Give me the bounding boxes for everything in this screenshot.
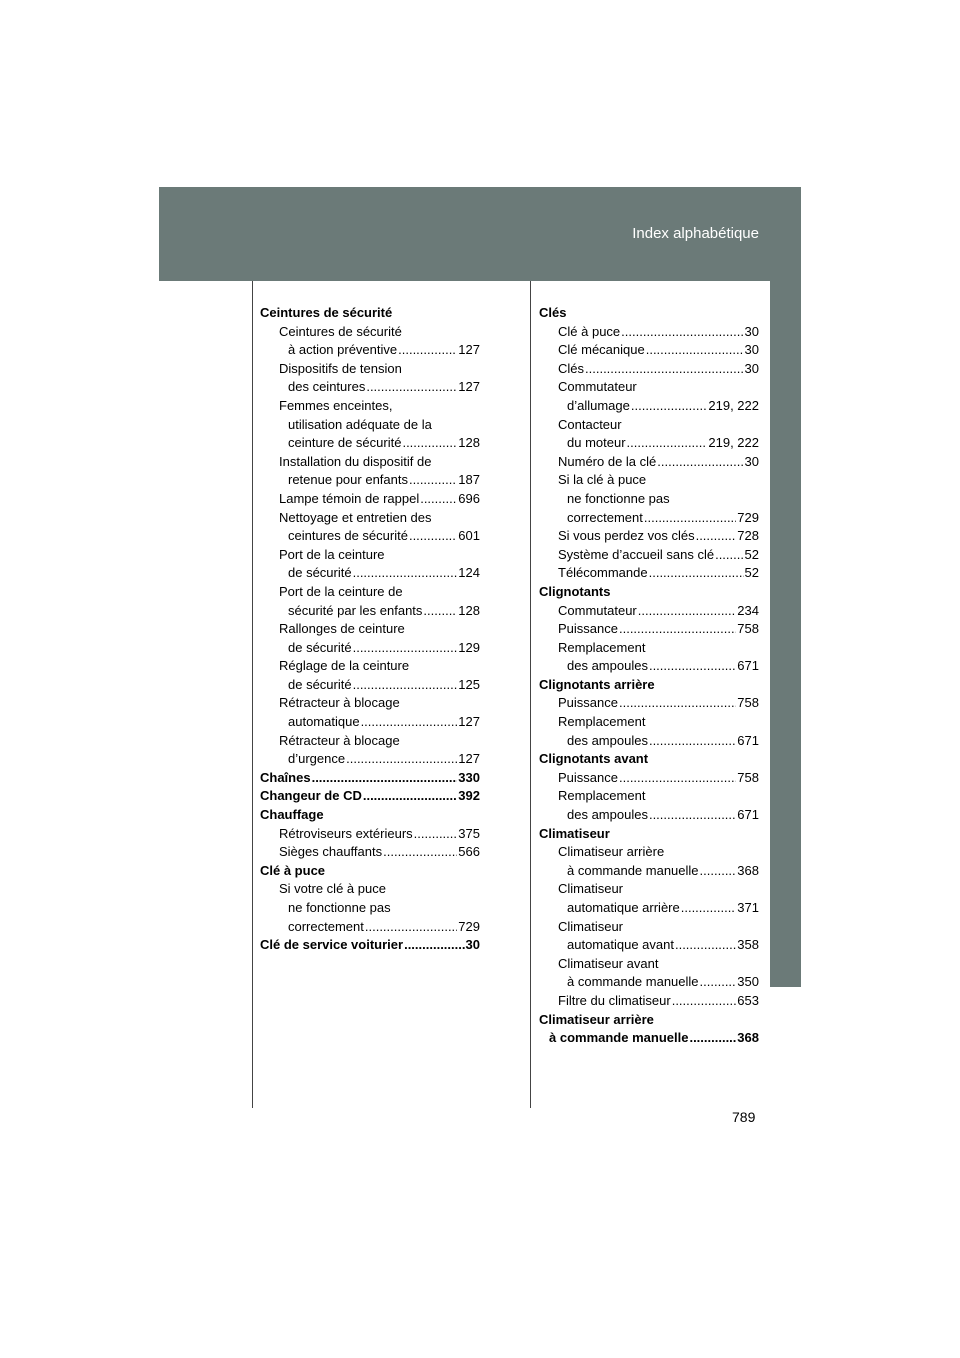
- index-entry-page: 219, 222: [708, 397, 759, 413]
- index-entry: [539, 787, 759, 806]
- index-entry-label: à commande manuelle: [549, 1030, 689, 1046]
- index-entry-page: 729: [737, 509, 759, 525]
- index-entry-page: 758: [737, 769, 759, 785]
- dot-leader: [700, 973, 737, 992]
- index-entry-label: Rétracteur à blocage: [279, 732, 400, 748]
- index-entry: [260, 732, 480, 751]
- dot-leader: [675, 936, 736, 955]
- index-entry-label: Commutateur: [558, 602, 637, 618]
- index-entry-page: 758: [737, 621, 759, 637]
- index-entry-label: Numéro de la clé: [558, 453, 657, 469]
- index-entry: [260, 378, 480, 397]
- index-entry-label: Remplacement: [558, 788, 646, 804]
- index-entry-label: sécurité par les enfants: [288, 602, 423, 618]
- index-entry-label: Clé de service voiturier: [260, 937, 404, 953]
- index-entry: [260, 602, 480, 621]
- index-entry-page: 350: [737, 974, 759, 990]
- index-entry-page: 129: [458, 639, 480, 655]
- index-entry: [539, 323, 759, 342]
- index-entry-label: Puissance: [558, 769, 618, 785]
- index-entry-page: 127: [458, 751, 480, 767]
- index-entry-label: Contacteur: [558, 416, 622, 432]
- page-number: 789: [732, 1109, 756, 1125]
- index-entry: [539, 676, 759, 695]
- index-entry: [539, 825, 759, 844]
- index-entry: [260, 397, 480, 416]
- index-entry-label: Ceintures de sécurité: [279, 323, 402, 339]
- index-entry: [539, 360, 759, 379]
- dot-leader: [649, 564, 744, 583]
- index-entry: [539, 304, 759, 323]
- dot-leader: [696, 527, 737, 546]
- index-entry: [539, 1029, 759, 1048]
- index-entry-label: Clignotants: [539, 583, 611, 599]
- page-title: Index alphabétique: [632, 225, 759, 242]
- index-entry: [539, 992, 759, 1011]
- index-entry-page: 671: [737, 807, 759, 823]
- index-entry-label: Rétroviseurs extérieurs: [279, 825, 413, 841]
- index-entry-page: 392: [458, 788, 480, 804]
- index-entry-label: Installation du dispositif de: [279, 453, 432, 469]
- dot-leader: [363, 787, 457, 806]
- index-entry-page: 127: [458, 379, 480, 395]
- index-entry-page: 671: [737, 658, 759, 674]
- dot-leader: [672, 992, 737, 1011]
- index-entry-label: Remplacement: [558, 714, 646, 730]
- index-entry: [260, 620, 480, 639]
- dot-leader: [346, 750, 457, 769]
- index-entry: [260, 769, 480, 788]
- dot-leader: [619, 769, 736, 788]
- index-entry-label: Puissance: [558, 621, 618, 637]
- dot-leader: [423, 602, 457, 621]
- index-entry-label: d’allumage: [567, 397, 630, 413]
- index-entry-label: Climatiseur: [558, 918, 624, 934]
- dot-leader: [657, 453, 743, 472]
- index-entry: [539, 471, 759, 490]
- index-entry-label: des ampoules: [567, 732, 648, 748]
- index-entry-label: Télécommande: [558, 565, 648, 581]
- index-entry: [260, 936, 480, 955]
- index-entry-label: des ceintures: [288, 379, 366, 395]
- index-entry: [260, 806, 480, 825]
- index-entry-page: 52: [744, 546, 759, 562]
- index-entry-label: de sécurité: [288, 676, 352, 692]
- column-divider-middle: [530, 281, 531, 1108]
- index-entry-label: Climatiseur arrière: [558, 844, 665, 860]
- index-entry-label: correctement: [567, 509, 643, 525]
- index-entry: [260, 862, 480, 881]
- index-entry-label: ceintures de sécurité: [288, 528, 408, 544]
- dot-leader: [700, 862, 737, 881]
- index-entry: [539, 880, 759, 899]
- index-entry-label: ne fonctionne pas: [567, 490, 670, 506]
- dot-leader: [649, 806, 736, 825]
- index-entry: [539, 602, 759, 621]
- index-entry: [260, 880, 480, 899]
- index-entry-label: Changeur de CD: [260, 788, 362, 804]
- index-entry-page: 566: [458, 844, 480, 860]
- index-entry-page: 368: [737, 862, 759, 878]
- index-entry-page: 358: [737, 937, 759, 953]
- index-entry: [539, 973, 759, 992]
- index-entry-label: Nettoyage et entretien des: [279, 509, 432, 525]
- index-entry-page: 330: [458, 769, 480, 785]
- index-entry-label: Remplacement: [558, 639, 646, 655]
- index-entry: [539, 583, 759, 602]
- column-divider-left: [252, 281, 253, 1108]
- index-entry-page: 371: [737, 900, 759, 915]
- dot-leader: [649, 732, 736, 751]
- index-entry-label: de sécurité: [288, 565, 352, 581]
- index-entry-label: Si vous perdez vos clés: [558, 528, 695, 544]
- dot-leader: [312, 769, 458, 788]
- dot-leader: [619, 694, 736, 713]
- dot-leader: [631, 397, 708, 416]
- dot-leader: [409, 527, 457, 546]
- dot-leader: [366, 378, 457, 397]
- index-entry: [539, 955, 759, 974]
- index-entry-label: des ampoules: [567, 807, 648, 823]
- index-entry: [539, 1011, 759, 1030]
- index-entry: [539, 657, 759, 676]
- index-entry: [260, 453, 480, 472]
- index-entry-label: Ceintures de sécurité: [260, 305, 393, 320]
- dot-leader: [353, 564, 458, 583]
- index-entry: [260, 490, 480, 509]
- index-entry-label: à commande manuelle: [567, 974, 699, 990]
- index-entry: [539, 639, 759, 658]
- index-entry: [539, 936, 759, 955]
- index-entry-page: 234: [737, 602, 759, 618]
- index-entry: [539, 434, 759, 453]
- index-entry: [539, 806, 759, 825]
- index-entry: [539, 509, 759, 528]
- index-entry-page: 375: [458, 825, 480, 841]
- index-entry: [539, 620, 759, 639]
- index-entry: [260, 509, 480, 528]
- dot-leader: [649, 657, 736, 676]
- index-entry: [260, 416, 480, 435]
- index-entry-page: 30: [744, 360, 759, 376]
- dot-leader: [353, 676, 458, 695]
- index-entry: [539, 416, 759, 435]
- dot-leader: [361, 713, 458, 732]
- index-entry-page: 30: [465, 937, 480, 953]
- index-entry: [539, 899, 759, 918]
- index-entry-label: ceinture de sécurité: [288, 435, 402, 451]
- index-entry: [260, 471, 480, 490]
- index-entry: [539, 378, 759, 397]
- index-entry: [260, 825, 480, 844]
- index-entry: [260, 341, 480, 360]
- index-entry: [539, 862, 759, 881]
- index-entry-label: utilisation adéquate de la: [288, 416, 432, 432]
- index-entry: [539, 732, 759, 751]
- index-entry-page: 729: [458, 918, 480, 934]
- dot-leader: [627, 434, 708, 453]
- index-entry: [260, 546, 480, 565]
- index-entry-label: Clignotants avant: [539, 751, 649, 767]
- index-entry: [260, 323, 480, 342]
- index-entry-page: 187: [458, 472, 480, 488]
- header-band: [159, 187, 801, 281]
- dot-leader: [353, 639, 458, 658]
- index-entry-label: Climatiseur arrière: [539, 1011, 654, 1027]
- section-tab: [770, 281, 801, 987]
- index-entry-label: Clés: [558, 360, 585, 376]
- index-entry: [260, 713, 480, 732]
- index-entry-label: d’urgence: [288, 751, 346, 767]
- index-entry-label: à commande manuelle: [567, 862, 699, 878]
- index-entry-page: 127: [458, 342, 480, 358]
- index-entry-page: 601: [458, 528, 480, 544]
- index-entry-label: Chauffage: [260, 807, 324, 823]
- index-entry: [260, 304, 480, 323]
- index-column-left: [260, 304, 480, 955]
- index-column-right: [539, 304, 759, 1048]
- index-entry-label: des ampoules: [567, 658, 648, 674]
- index-entry-label: retenue pour enfants: [288, 472, 408, 488]
- index-entry: [260, 899, 480, 918]
- index-entry: [260, 527, 480, 546]
- index-entry-label: Réglage de la ceinture: [279, 658, 410, 674]
- index-entry: [260, 750, 480, 769]
- index-entry-page: 368: [737, 1030, 759, 1046]
- index-entry-label: Clés: [539, 305, 567, 320]
- index-entry: [260, 676, 480, 695]
- dot-leader: [689, 1029, 736, 1048]
- index-entry-page: 696: [458, 490, 480, 506]
- dot-leader: [646, 341, 744, 360]
- index-entry-page: 128: [458, 435, 480, 451]
- dot-leader: [420, 490, 457, 509]
- index-entry-label: Clignotants arrière: [539, 676, 655, 692]
- index-entry: [260, 787, 480, 806]
- dot-leader: [402, 434, 457, 453]
- index-entry-label: automatique arrière: [567, 900, 680, 915]
- index-entry: [260, 918, 480, 937]
- dot-leader: [404, 936, 464, 955]
- index-entry-label: Port de la ceinture de: [279, 583, 403, 599]
- index-entry-label: Rétracteur à blocage: [279, 695, 400, 711]
- index-entry-label: Climatiseur: [539, 825, 610, 841]
- index-entry-label: Sièges chauffants: [279, 844, 383, 860]
- index-entry-label: Femmes enceintes,: [279, 397, 393, 413]
- index-entry-label: à action préventive: [288, 342, 398, 358]
- index-entry-label: Si votre clé à puce: [279, 881, 386, 897]
- index-entry: [260, 843, 480, 862]
- index-entry-label: automatique: [288, 714, 360, 730]
- index-entry-label: Climatiseur avant: [558, 955, 659, 971]
- index-entry: [539, 918, 759, 937]
- index-entry: [260, 434, 480, 453]
- index-entry-page: 728: [737, 528, 759, 544]
- index-entry-label: ne fonctionne pas: [288, 900, 391, 915]
- index-entry-label: Rallonges de ceinture: [279, 621, 405, 637]
- index-entry-label: Clé à puce: [260, 862, 326, 878]
- index-entry: [539, 397, 759, 416]
- index-entry: [260, 564, 480, 583]
- index-entry-page: 653: [737, 992, 759, 1008]
- index-entry-label: Chaînes: [260, 769, 311, 785]
- index-entry: [260, 583, 480, 602]
- index-entry: [539, 546, 759, 565]
- index-entry: [539, 453, 759, 472]
- index-entry-page: 30: [744, 453, 759, 469]
- index-entry-page: 128: [458, 602, 480, 618]
- index-entry-page: 758: [737, 695, 759, 711]
- dot-leader: [383, 843, 457, 862]
- index-entry-label: Dispositifs de tension: [279, 360, 402, 376]
- index-entry-page: 52: [744, 565, 759, 581]
- index-entry-label: Clé mécanique: [558, 342, 645, 358]
- index-entry-label: Lampe témoin de rappel: [279, 490, 420, 506]
- index-entry: [539, 694, 759, 713]
- dot-leader: [585, 360, 744, 379]
- index-entry-page: 125: [458, 676, 480, 692]
- index-entry-page: 30: [744, 342, 759, 358]
- dot-leader: [644, 509, 736, 528]
- index-entry-label: Filtre du climatiseur: [558, 992, 671, 1008]
- index-entry: [539, 490, 759, 509]
- dot-leader: [398, 341, 457, 360]
- index-entry: [539, 341, 759, 360]
- index-entry-page: 124: [458, 565, 480, 581]
- dot-leader: [681, 899, 737, 918]
- dot-leader: [365, 918, 457, 937]
- index-entry-label: Port de la ceinture: [279, 546, 385, 562]
- index-entry: [260, 694, 480, 713]
- index-entry-label: de sécurité: [288, 639, 352, 655]
- index-entry: [539, 769, 759, 788]
- dot-leader: [414, 825, 458, 844]
- index-entry-page: 671: [737, 732, 759, 748]
- index-entry: [539, 713, 759, 732]
- index-entry-page: 219, 222: [708, 435, 759, 451]
- dot-leader: [619, 620, 736, 639]
- index-entry-page: 127: [458, 714, 480, 730]
- index-entry-label: Clé à puce: [558, 323, 621, 339]
- index-entry-label: Système d’accueil sans clé: [558, 546, 715, 562]
- index-entry: [539, 750, 759, 769]
- index-entry: [260, 639, 480, 658]
- index-entry-label: du moteur: [567, 435, 626, 451]
- index-entry-label: correctement: [288, 918, 364, 934]
- index-entry-label: Si la clé à puce: [558, 472, 647, 488]
- dot-leader: [638, 602, 737, 621]
- index-entry: [539, 843, 759, 862]
- index-entry-label: Climatiseur: [558, 881, 624, 897]
- index-entry: [539, 527, 759, 546]
- index-entry-label: Commutateur: [558, 379, 637, 395]
- index-entry: [260, 657, 480, 676]
- index-entry: [539, 564, 759, 583]
- dot-leader: [621, 323, 743, 342]
- dot-leader: [409, 471, 457, 490]
- index-entry: [260, 360, 480, 379]
- index-entry-label: automatique avant: [567, 937, 674, 953]
- index-entry-label: Puissance: [558, 695, 618, 711]
- index-entry-page: 30: [744, 323, 759, 339]
- dot-leader: [715, 546, 743, 565]
